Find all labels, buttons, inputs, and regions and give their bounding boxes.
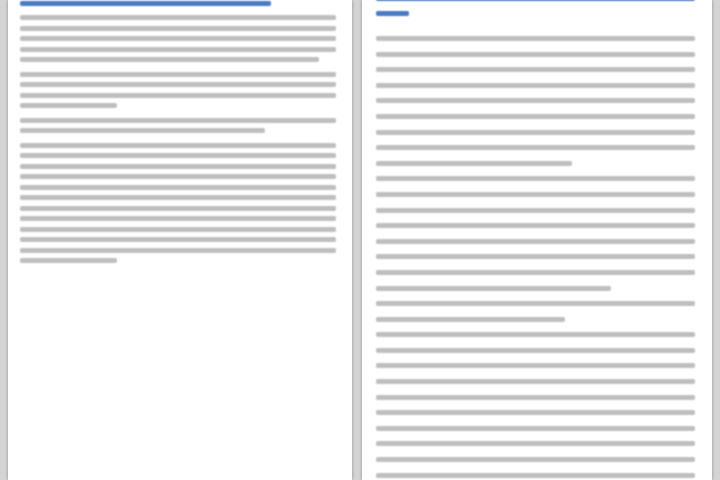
- text-line: [376, 223, 695, 228]
- text-line: [376, 348, 695, 353]
- body-text-right: [376, 36, 702, 480]
- paragraph: [376, 36, 702, 166]
- section-heading-left: [20, 0, 342, 9]
- paragraph: [376, 332, 702, 480]
- text-line: [20, 185, 336, 190]
- text-line: [376, 301, 695, 306]
- text-line: [376, 317, 565, 322]
- text-line: [20, 258, 117, 263]
- paragraph: [376, 301, 702, 322]
- text-line: [376, 441, 695, 446]
- text-line: [20, 248, 336, 253]
- paragraph: [20, 118, 342, 134]
- text-line: [376, 208, 695, 213]
- paragraph: [20, 15, 342, 62]
- text-line: [376, 457, 695, 462]
- text-line: [376, 332, 695, 337]
- text-line: [376, 473, 695, 478]
- text-line: [376, 36, 695, 41]
- text-line: [376, 114, 695, 119]
- text-line: [376, 254, 695, 259]
- text-line: [376, 145, 695, 150]
- text-line: [20, 82, 336, 87]
- text-line: [376, 130, 695, 135]
- text-line: [376, 410, 695, 415]
- heading-line: [376, 11, 409, 16]
- text-line: [376, 67, 695, 72]
- text-line: [376, 363, 695, 368]
- document-page-left: [8, 0, 352, 480]
- paragraph: [20, 143, 342, 264]
- paragraph: [20, 72, 342, 109]
- text-line: [376, 192, 695, 197]
- text-line: [20, 174, 336, 179]
- text-line: [20, 36, 336, 41]
- text-line: [20, 216, 336, 221]
- body-text-left: [20, 15, 342, 263]
- text-line: [20, 47, 336, 52]
- document-page-right: [362, 0, 712, 480]
- text-line: [376, 98, 695, 103]
- text-line: [20, 227, 336, 232]
- text-line: [20, 164, 336, 169]
- text-line: [376, 286, 611, 291]
- text-line: [376, 52, 695, 57]
- heading-line: [20, 1, 271, 6]
- text-line: [376, 161, 572, 166]
- text-line: [20, 93, 336, 98]
- text-line: [20, 72, 336, 77]
- text-line: [20, 143, 336, 148]
- text-line: [20, 118, 336, 123]
- text-line: [20, 153, 336, 158]
- heading-line: [376, 0, 695, 1]
- text-line: [376, 379, 695, 384]
- text-line: [20, 195, 336, 200]
- text-line: [376, 83, 695, 88]
- text-line: [20, 237, 336, 242]
- section-heading-right: [376, 0, 702, 26]
- text-line: [20, 206, 336, 211]
- paragraph: [376, 176, 702, 290]
- text-line: [20, 15, 336, 20]
- text-line: [20, 57, 319, 62]
- text-line: [376, 426, 695, 431]
- text-line: [20, 128, 265, 133]
- text-line: [376, 239, 695, 244]
- text-line: [376, 395, 695, 400]
- text-line: [376, 176, 695, 181]
- text-line: [20, 103, 117, 108]
- text-line: [20, 26, 336, 31]
- text-line: [376, 270, 695, 275]
